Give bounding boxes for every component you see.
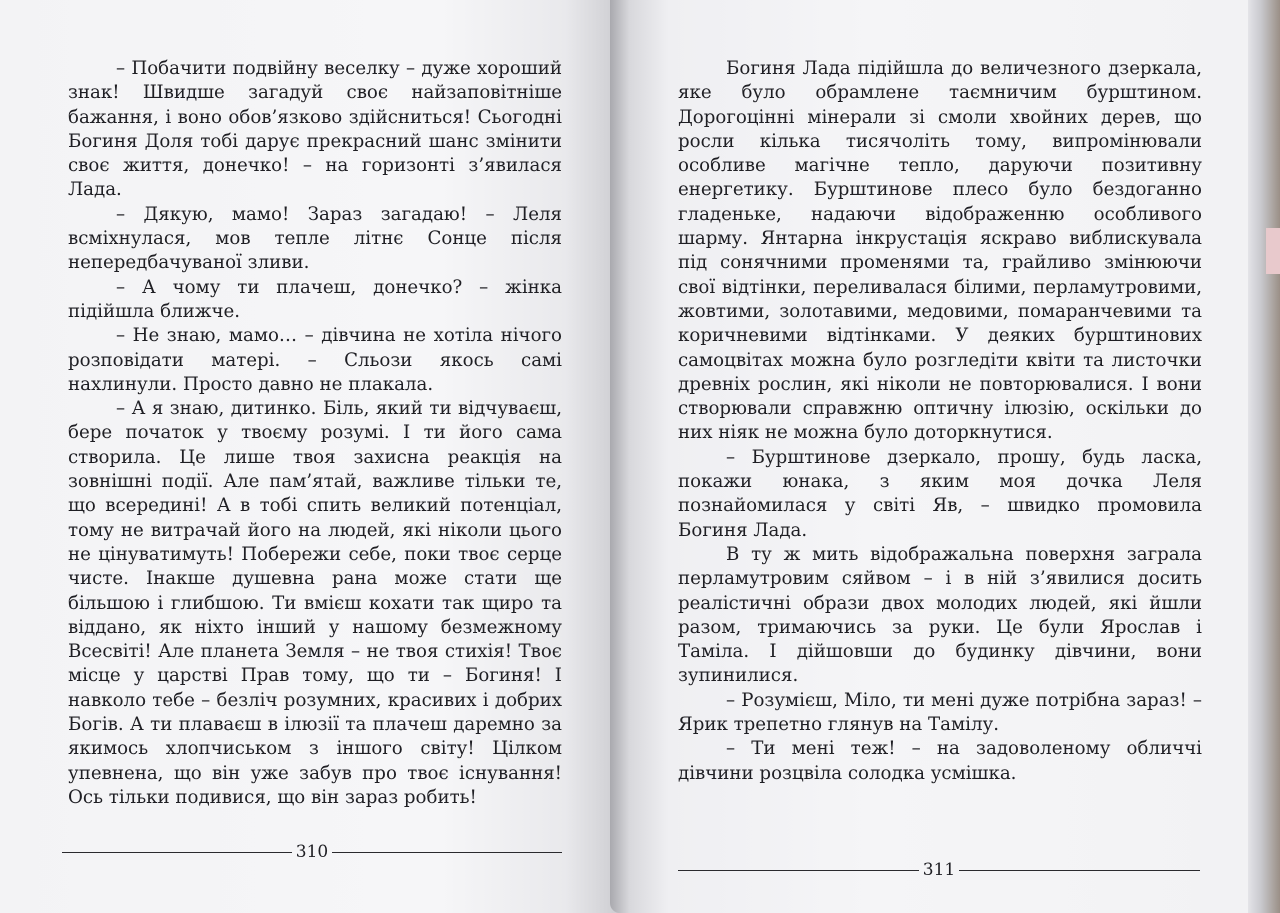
paragraph: Богиня Лада підійшла до величезного дзеркала, яке було обрамлене таємничим бурштином. Дорогоцінні мінерали зі смоли хвойних дерев, що росли кілька тисячоліть тому, випромінювали особливе магічне тепло, даруючи позитивну енергетику. Бурштинове плесо було бездоганно гладеньке, надаючи відображенню особливого шарму. Янтарна інкрустація яскраво виблискувала під сонячними променями та, грайливо змінюючи свої відтінки, переливалася білими, перламутровими, жовтими, золотавими, медовими, помаранчевими та коричневими відтінками. У деяких бурштинових самоцвітах можна було розгледіти квіти та листочки древніх рослин, які ніколи не повторювалися. І вони створювали справжню оптичну ілюзію, оскільки до них ніяк не можна було доторкнутися. [678,58,1202,444]
paragraph: – Розумієш, Міло, ти мені дуже потрібна зараз! – Ярик трепетно глянув на Тамілу. [678,689,1202,736]
paragraph: – Дякую, мамо! Зараз загадаю! – Леля всміхнулася, мов тепле літнє Сонце після непередбачуваної зливи. [68,203,562,274]
footer-rule-right [332,852,562,853]
page-number: 311 [922,860,956,880]
paragraph: – Ти мені теж! – на задоволеному обличчі дівчини розцвіла солодка усмішка. [678,738,1202,784]
right-page-text [678,57,1202,786]
left-page [0,0,628,913]
left-page-footer [62,842,562,862]
paragraph: – А я знаю, дитинко. Біль, який ти відчуваєш, бере початок у твоєму розумі. І ти його сама створила. Це лише твоя захисна реакція на зовнішні події. Але пам’ятай, важливе тільки те, що всередині! А в тобі спить великий потенціал, тому не витрачай його на людей, які ніколи цього не цінуватимуть! Побережи себе, поки твоє серце чисте. Інакше душевна рана може стати ще більшою і глибшою. Ти вмієш кохати так щиро та віддано, як ніхто інший у нашому безмежному Всесвіті! Але планета Земля – не твоя стихія! Твоє місце у царстві Прав тому, що ти – Богиня! І навколо тебе – безліч розумних, красивих і добрих Богів. А ти плаваєш в ілюзії та плачеш даремно за якимось хлопчиськом з іншого світу! Цілком упевнена, що він уже забув про твоє існування! Ось тільки подивися, що він зараз робить! [68,398,562,808]
paragraph: – Побачити подвійну веселку – дуже хороший знак! Швидше загадуй своє найзаповітніше бажання, і воно обов’язково здійсниться! Сьогодні Богиня Доля тобі дарує прекрасний шанс змінити своє життя, донечко! – на горизонті з’явилася Лада. [68,58,562,201]
left-page-text [68,57,562,810]
colored-marker-strip [1266,228,1280,274]
right-page [610,0,1260,913]
paragraph: В ту ж мить відображальна поверхня заграла перламутровим сяйвом – і в ній з’явилися досить реалістичні образи двох молодих людей, які йшли разом, тримаючись за руки. Це були Ярослав і Таміла. І дійшовши до будинку дівчини, вони зупинилися. [678,543,1202,687]
right-page-footer [678,860,1200,880]
next-book-edge [1248,0,1280,913]
paragraph: – Не знаю, мамо… – дівчина не хотіла нічого розповідати матері. – Сльози якось самі нахлинули. Просто давно не плакала. [68,325,562,395]
paragraph: – Бурштинове дзеркало, прошу, будь ласка, покажи юнака, з яким моя дочка Леля познайомилася у світі Яв, – швидко промовила Богиня Лада. [678,446,1202,541]
page-number: 310 [295,842,329,862]
footer-rule-left [678,870,919,871]
footer-rule-right [959,870,1200,871]
paragraph: – А чому ти плачеш, донечко? – жінка підійшла ближче. [68,276,562,322]
footer-rule-left [62,852,292,853]
